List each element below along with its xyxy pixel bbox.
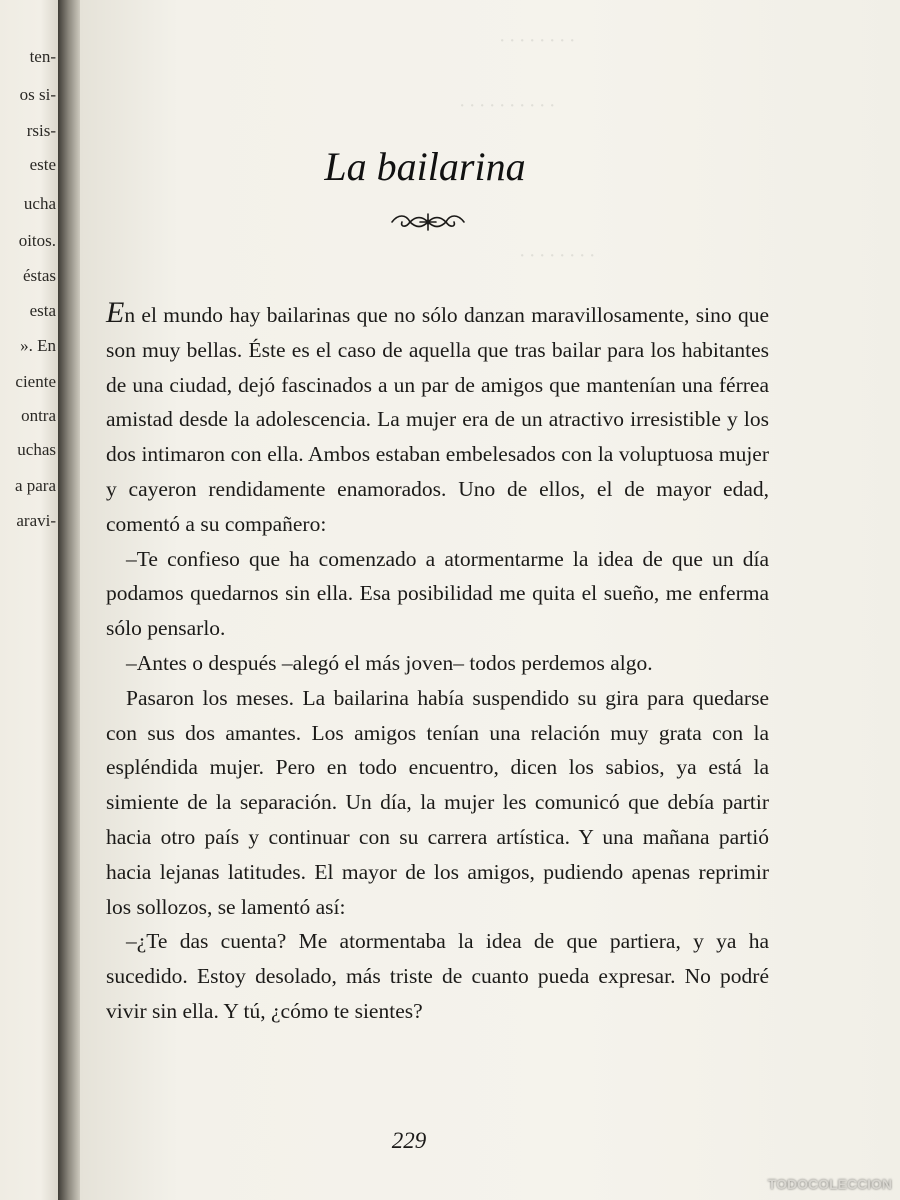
page-title: La bailarina [324, 144, 526, 189]
story-body [106, 298, 769, 1029]
left-page-fragment: ». En [20, 336, 56, 355]
left-page-fragment: os si- [19, 85, 56, 104]
show-through-decoration: · · · · · · · · · · [460, 95, 555, 117]
show-through-decoration: · · · · · · · · [500, 30, 575, 52]
page-number: 229 [391, 1128, 427, 1153]
left-page-fragment: a para [14, 476, 56, 495]
left-page-fragment: éstas [22, 266, 56, 285]
book-page [80, 0, 900, 1200]
left-page-fragment: ucha [23, 194, 56, 213]
show-through-decoration: · · · · · · · · [520, 245, 595, 267]
paragraph [106, 298, 769, 542]
left-page-fragment: ciente [15, 372, 56, 391]
left-page-fragment: aravi- [16, 511, 56, 530]
left-page-fragment: uchas [17, 440, 56, 459]
left-facing-page [0, 0, 58, 1200]
paragraph-text: n el mundo hay bailarinas que no sólo danzan maravillosamente, sino que son muy bellas. Éste es el caso de aquella que tras bailar para los habitantes de una ciudad, dejó fascinados a un par de amigos que mantenían una férrea amistad desde la adolescencia. La mujer era de un atractivo irresistible y los dos intimaron con ella. Ambos estaban embelesados con la voluptuosa mujer y cayeron rendidamente enamorados. Uno de ellos, el de mayor edad, comentó a su compañero: [106, 303, 769, 536]
left-page-fragment: esta [29, 301, 56, 320]
book-spine-shadow [58, 0, 82, 1200]
left-page-fragment: oitos. [18, 231, 56, 250]
left-page-fragment: rsis- [26, 121, 56, 140]
left-page-fragment: ontra [21, 406, 56, 425]
watermark-logo: TODOCOLECCION [767, 1176, 892, 1192]
left-page-fragment: ten- [29, 47, 56, 66]
paragraph: –¿Te das cuenta? Me atormentaba la idea de que partiera, y ya ha sucedido. Estoy desolado, más triste de cuanto pueda expresar. No podré vivir sin ella. Y tú, ¿cómo te sientes? [106, 929, 769, 1023]
paragraph: –Antes o después –alegó el más joven– todos perdemos algo. [126, 650, 653, 675]
left-page-fragment: este [29, 155, 56, 174]
paragraph: Pasaron los meses. La bailarina había suspendido su gira para quedarse con sus dos amantes. Los amigos tenían una relación muy grata con la espléndida mujer. Pero en todo encuentro, dicen los sabios, ya está la simiente de la separación. Un día, la mujer les comunicó que debía partir hacia otro país y continuar con su carrera artística. Y una mañana partió hacia lejanas latitudes. El mayor de los amigos, pudiendo apenas reprimir los sollozos, se lamentó así: [106, 685, 769, 919]
drop-cap: E [106, 296, 125, 329]
fleuron-ornament-icon [390, 210, 466, 234]
paragraph: –Te confieso que ha comenzado a atormentarme la idea de que un día podamos quedarnos sin ella. Esa posibilidad me quita el sueño, me enferma sólo pensarlo. [106, 546, 769, 641]
